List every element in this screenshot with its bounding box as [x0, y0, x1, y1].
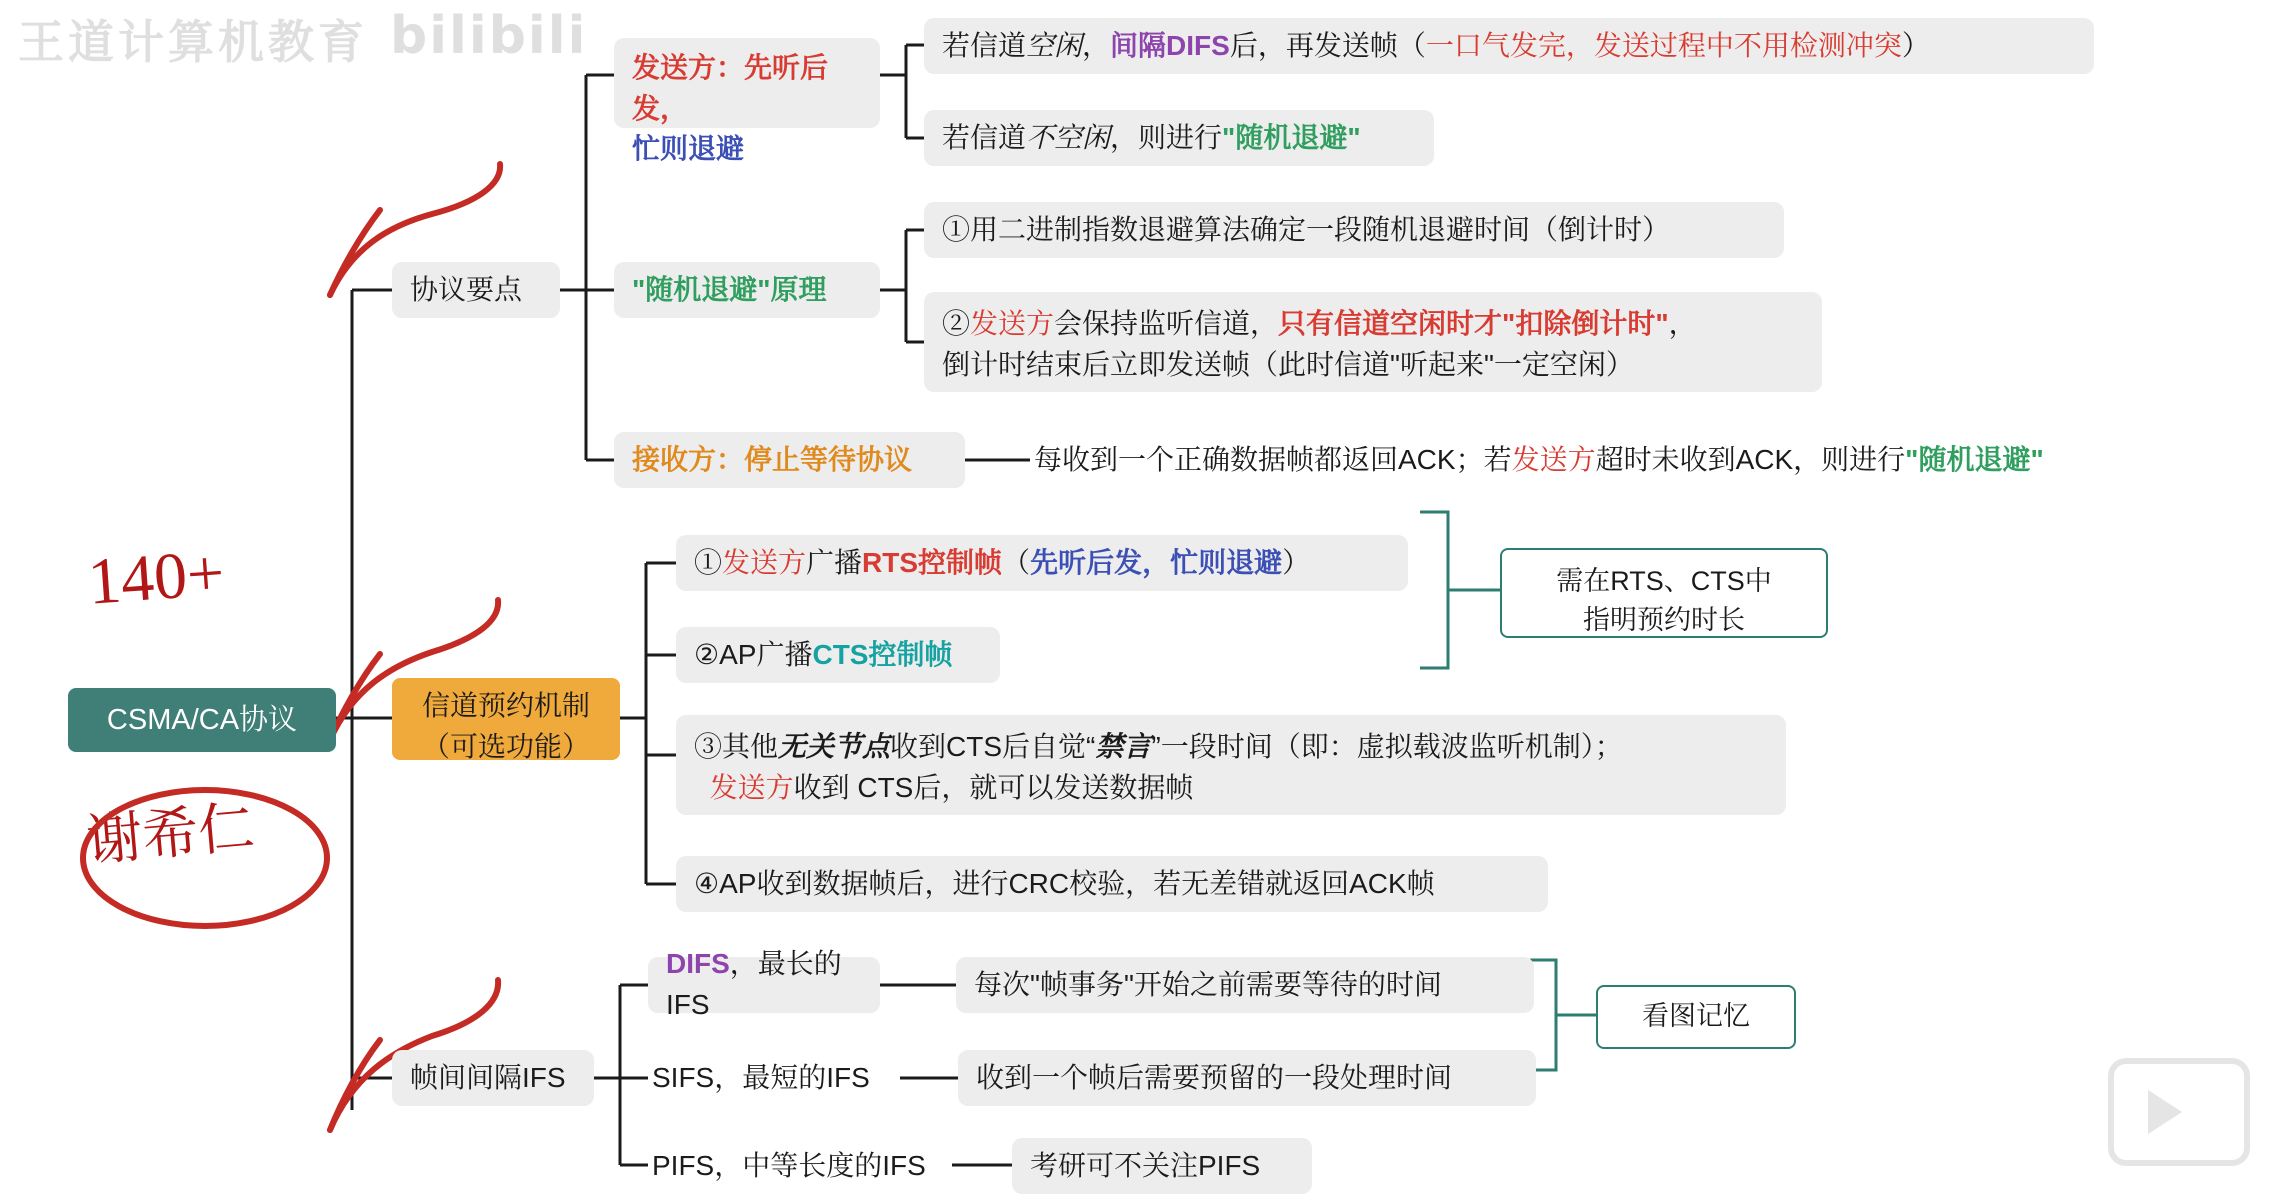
branch-channel-reservation-line1: 信道预约机制	[421, 690, 590, 721]
leaf-difs-text: DIFS，最长的IFS	[666, 948, 842, 1020]
leaf-pifs-detail[interactable]	[1012, 1138, 1312, 1194]
node-random-backoff-principle-label: "随机退避"原理	[632, 273, 827, 305]
leaf-idle-channel-difs-text: 若信道空闲，间隔DIFS后，再发送帧（一口气发完，发送过程中不用检测冲突）	[942, 29, 1930, 61]
leaf-pifs-detail-text: 考研可不关注PIFS	[1030, 1149, 1261, 1181]
root-node[interactable]: CSMA/CA协议	[68, 688, 336, 752]
annotation-author: 谢希仁	[84, 796, 257, 874]
leaf-difs-detail-text: 每次"帧事务"开始之前需要等待的时间	[974, 968, 1442, 1000]
leaf-silence-other-nodes[interactable]: ③其他无关节点收到CTS后自觉“禁言”一段时间（即：虚拟载波监听机制）； 发送方收到 CTS后，就可以发送数据帧	[676, 715, 1786, 815]
leaf-difs[interactable]	[648, 948, 880, 1020]
leaf-ack-return-text: 每收到一个正确数据帧都返回ACK；若发送方超时未收到ACK，则进行"随机退避"	[1034, 443, 2044, 475]
leaf-ap-crc-ack-text: ④AP收到数据帧后，进行CRC校验，若无差错就返回ACK帧	[694, 867, 1435, 899]
node-receiver-stop-and-wait[interactable]	[614, 432, 965, 488]
leaf-ack-return[interactable]	[1030, 432, 2260, 488]
bilibili-tv-icon	[2108, 1058, 2250, 1166]
branch-channel-reservation[interactable]	[392, 678, 620, 760]
leaf-binary-exponential-backoff[interactable]	[924, 202, 1784, 258]
note-rts-cts-duration-line2: 指明预约时长	[1583, 605, 1745, 636]
node-random-backoff-principle[interactable]	[614, 262, 880, 318]
branch-protocol-points[interactable]: 协议要点	[392, 262, 560, 318]
leaf-sifs-detail-text: 收到一个帧后需要预留的一段处理时间	[976, 1061, 1453, 1093]
leaf-ap-crc-ack[interactable]	[676, 856, 1548, 912]
leaf-rts-broadcast-text: ①发送方广播RTS控制帧（先听后发，忙则退避）	[694, 546, 1311, 578]
node-sender-line1: 发送方：先听后发，	[632, 52, 829, 124]
node-sender-line2: 忙则退避	[632, 133, 745, 165]
leaf-keep-listening-countdown[interactable]: ②发送方会保持监听信道，只有信道空闲时才"扣除倒计时"， 倒计时结束后立即发送帧（此时信道"听起来"一定空闲）	[924, 292, 1822, 392]
watermark-brand: 王道计算机教育	[18, 16, 368, 68]
node-sender-listen-first[interactable]	[614, 38, 880, 165]
leaf-binary-exponential-backoff-text: ①用二进制指数退避算法确定一段随机退避时间（倒计时）	[942, 213, 1671, 245]
note-rts-cts-duration-line1: 需在RTS、CTS中	[1556, 566, 1772, 596]
leaf-rts-broadcast[interactable]	[676, 535, 1408, 591]
leaf-sifs-detail[interactable]	[958, 1050, 1536, 1106]
branch-ifs[interactable]: 帧间间隔IFS	[392, 1050, 594, 1106]
leaf-pifs[interactable]	[648, 1138, 952, 1194]
note-rts-cts-duration[interactable]	[1500, 548, 1828, 638]
annotation-count: 140+	[85, 536, 227, 619]
leaf-sifs-text: SIFS，最短的IFS	[652, 1061, 870, 1093]
watermark-bilibili: bilibili	[390, 6, 588, 66]
leaf-difs-detail[interactable]	[956, 957, 1534, 1013]
leaf-cts-broadcast-text: ②AP广播CTS控制帧	[694, 638, 953, 670]
node-receiver-stop-and-wait-label: 接收方：停止等待协议	[632, 443, 913, 475]
leaf-sifs[interactable]	[648, 1050, 900, 1106]
leaf-pifs-text: PIFS，中等长度的IFS	[652, 1149, 926, 1181]
leaf-busy-channel-backoff-text: 若信道不空闲，则进行"随机退避"	[942, 121, 1361, 153]
note-see-figure[interactable]: 看图记忆	[1596, 985, 1796, 1049]
branch-channel-reservation-line2: （可选功能）	[421, 730, 590, 762]
leaf-cts-broadcast[interactable]	[676, 627, 1000, 683]
leaf-busy-channel-backoff[interactable]	[924, 110, 1434, 166]
leaf-idle-channel-difs[interactable]	[924, 18, 2094, 74]
